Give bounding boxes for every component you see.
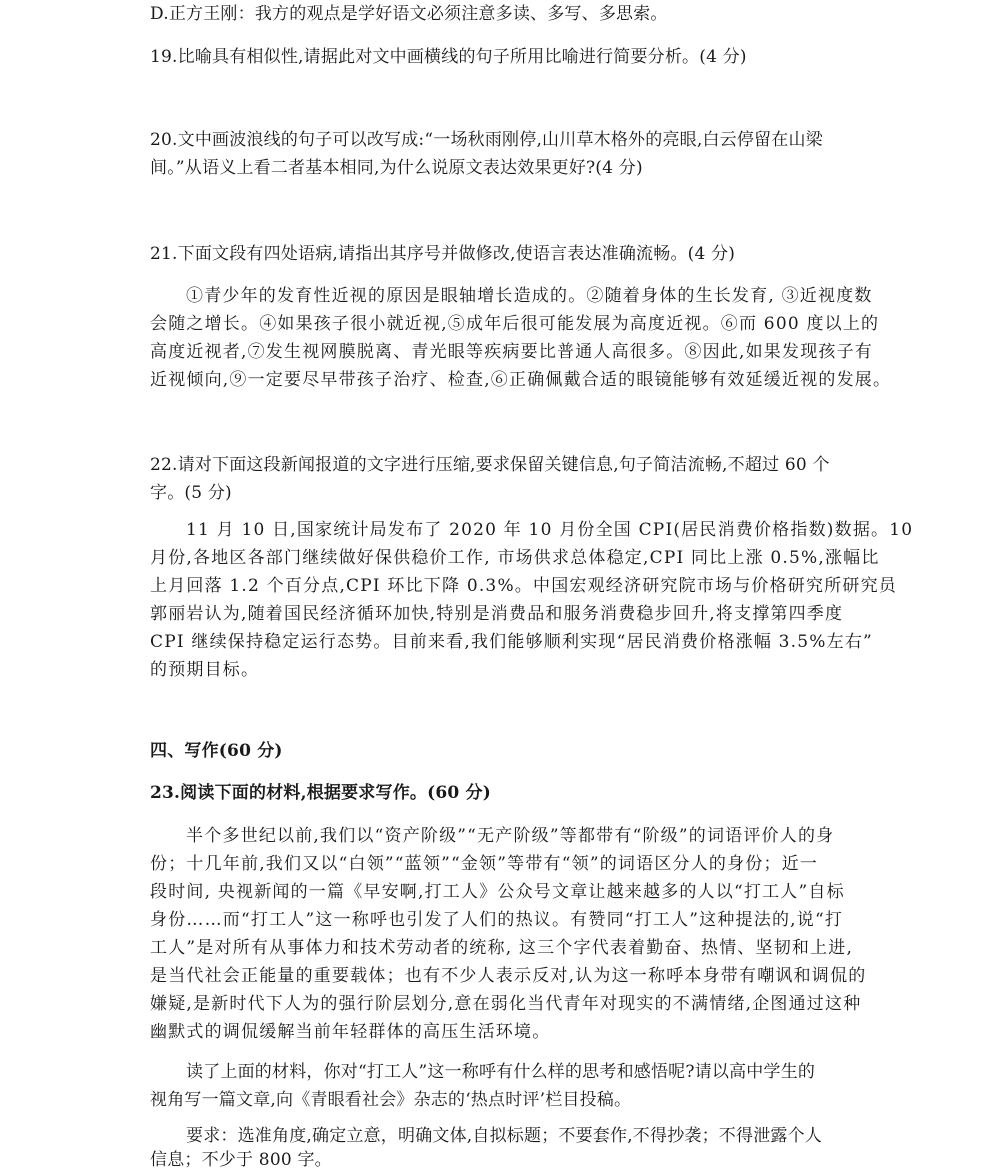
q23-material-line: 嫌疑,是新时代下人为的强行阶层划分,意在弱化当代青年对现实的不满情绪,企图通过这种: [150, 994, 862, 1014]
q20-prompt-line1: 20.文中画波浪线的句子可以改写成:“一场秋雨刚停,山川草木格外的亮眼,白云停留在山梁: [150, 130, 823, 150]
q23-writing-prompt-line1: 读了上面的材料，你对“打工人”这一称呼有什么样的思考和感悟呢?请以高中学生的: [186, 1062, 816, 1082]
q19-prompt: 19.比喻具有相似性,请据此对文中画横线的句子所用比喻进行简要分析。(4 分): [150, 47, 747, 67]
q23-writing-prompt-line2: 视角写一篇文章,向《青眼看社会》杂志的‘热点时评’栏目投稿。: [150, 1090, 632, 1110]
q23-material-line: 是当代社会正能量的重要载体；也有不少人表示反对,认为这一称呼本身带有嘲讽和调侃的: [150, 966, 867, 986]
q22-passage-line: 上月回落 1.2 个百分点,CPI 环比下降 0.3%。中国宏观经济研究院市场与价格研究所研究员: [150, 576, 898, 596]
q21-prompt: 21.下面文段有四处语病,请指出其序号并做修改,使语言表达准确流畅。(4 分): [150, 244, 736, 264]
q21-passage-line: ①青少年的发育性近视的原因是眼轴增长造成的。②随着身体的生长发育, ③近视度数: [186, 286, 873, 306]
q21-passage-line: 会随之增长。④如果孩子很小就近视,⑤成年后很可能发展为高度近视。⑥而 600 度以上的: [150, 314, 880, 334]
section-heading-writing: 四、写作(60 分): [150, 741, 283, 761]
q22-passage-line: CPI 继续保持稳定运行态势。目前来看,我们能够顺利实现“居民消费价格涨幅 3.5%左右”: [150, 632, 873, 652]
q23-material-line: 工人”是对所有从事体力和技术劳动者的统称, 这三个字代表着勤奋、热情、坚韧和上进,: [150, 938, 854, 958]
q23-prompt: 23.阅读下面的材料,根据要求写作。(60 分): [150, 783, 491, 803]
q23-requirements-line1: 要求：选准角度,确定立意，明确文体,自拟标题；不要套作,不得抄袭；不得泄露个人: [186, 1126, 823, 1146]
q21-passage-line: 近视倾向,⑨一定要尽早带孩子治疗、检查,⑥正确佩戴合适的眼镜能够有效延缓近视的发展。: [150, 370, 892, 390]
q20-prompt-line2: 间。”从语义上看二者基本相同,为什么说原文表达效果更好?(4 分): [150, 158, 643, 178]
q23-material-line: 段时间, 央视新闻的一篇《早安啊,打工人》公众号文章让越来越多的人以“打工人”自标: [150, 882, 845, 902]
q22-passage-line: 郭丽岩认为,随着国民经济循环加快,特别是消费品和服务消费稳步回升,将支撑第四季度: [150, 604, 844, 624]
q23-requirements-line2: 信息；不少于 800 字。: [150, 1150, 332, 1170]
q21-passage-line: 高度近视者,⑦发生视网膜脱离、青光眼等疾病要比普通人高很多。⑧因此,如果发现孩子有: [150, 342, 874, 362]
q23-material-line: 幽默式的调侃缓解当前年轻群体的高压生活环境。: [150, 1022, 551, 1042]
q22-prompt-line2: 字。(5 分): [150, 483, 232, 503]
q18-option-d: D.正方王刚：我方的观点是学好语文必须注意多读、多写、多思索。: [150, 4, 668, 24]
q22-prompt-line1: 22.请对下面这段新闻报道的文字进行压缩,要求保留关键信息,句子简洁流畅,不超过 60 个: [150, 455, 830, 475]
q22-passage-line: 的预期目标。: [150, 660, 260, 680]
q22-passage-line: 月份,各地区各部门继续做好保供稳价工作, 市场供求总体稳定,CPI 同比上涨 0.5%,涨幅比: [150, 548, 880, 568]
q23-material-line: 份；十几年前,我们又以“白领”“蓝领”“金领”等带有“领”的词语区分人的身份；近一: [150, 854, 819, 874]
q23-material-line: 半个多世纪以前,我们以“资产阶级”“无产阶级”等都带有“阶级”的词语评价人的身: [186, 826, 835, 846]
q23-material-line: 身份……而“打工人”这一称呼也引发了人们的热议。有赞同“打工人”这种提法的,说“打: [150, 910, 844, 930]
q22-passage-line: 11 月 10 日,国家统计局发布了 2020 年 10 月份全国 CPI(居民消费价格指数)数据。10: [186, 520, 914, 540]
